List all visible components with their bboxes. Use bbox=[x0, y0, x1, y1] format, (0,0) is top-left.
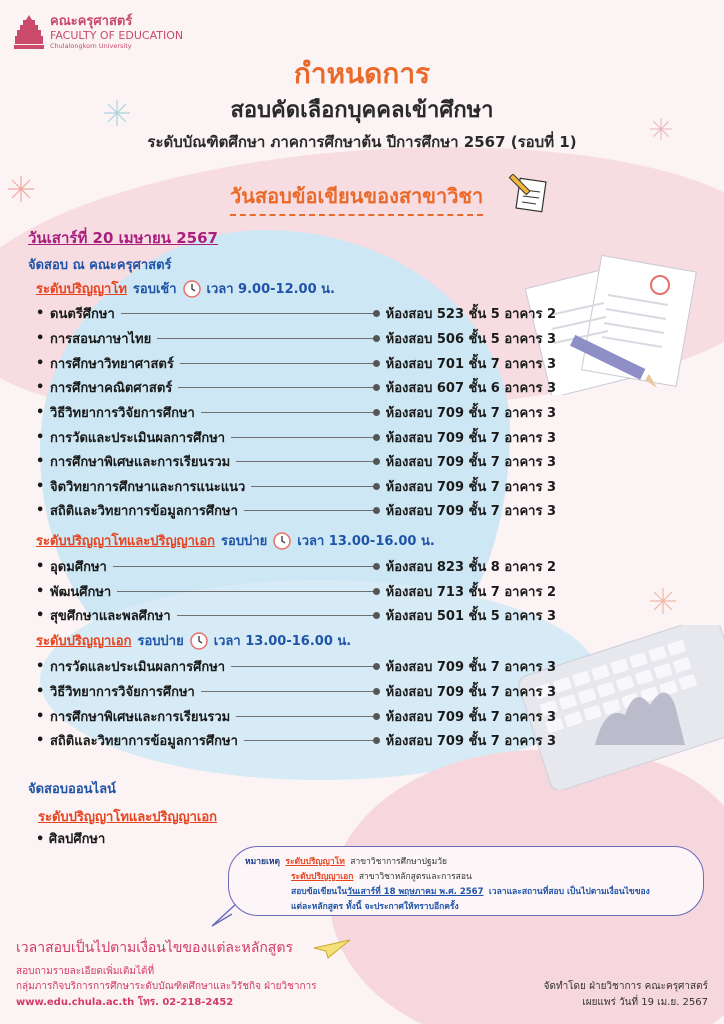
exam-room: ห้องสอบ 709 ชั้น 7 อาคาร 3 bbox=[385, 503, 556, 519]
sparkle-icon bbox=[8, 176, 34, 202]
bullet: • bbox=[36, 478, 45, 494]
subject-name: สถิติและวิทยาการข้อมูลการศึกษา bbox=[50, 733, 238, 749]
section-header-masters-morning bbox=[36, 278, 335, 299]
level-label: ระดับปริญญาโทและปริญญาเอก bbox=[36, 534, 216, 549]
logo-university-name: Chulalongkorn University bbox=[50, 42, 132, 50]
list-item bbox=[36, 352, 556, 374]
leader-line bbox=[121, 313, 378, 314]
level-label: ระดับปริญญาเอก bbox=[36, 634, 132, 649]
list-item bbox=[36, 401, 556, 423]
list-item bbox=[36, 655, 556, 677]
remark-line-4 bbox=[245, 900, 689, 915]
leader-line bbox=[231, 666, 378, 667]
leader-line bbox=[236, 716, 377, 717]
bullet: • bbox=[36, 330, 45, 346]
subject-name: จิตวิทยาการศึกษาและการแนะแนว bbox=[50, 479, 246, 495]
bullet: • bbox=[36, 429, 45, 445]
remark-text: แต่ละหลักสูตร ทั้งนี้ จะประกาศให้ทราบอีกครั้ง bbox=[291, 902, 459, 912]
bullet: • bbox=[36, 658, 45, 674]
subject-name: การสอนภาษาไทย bbox=[50, 331, 152, 347]
logo-english-name: FACULTY OF EDUCATION bbox=[50, 29, 184, 42]
slot-label: รอบเช้า bbox=[132, 282, 177, 297]
exam-room: ห้องสอบ 709 ชั้น 7 อาคาร 3 bbox=[385, 709, 556, 725]
bullet: • bbox=[36, 502, 45, 518]
exam-room: ห้องสอบ 709 ชั้น 7 อาคาร 3 bbox=[385, 454, 556, 470]
list-item bbox=[36, 729, 556, 751]
remark-line-2 bbox=[245, 870, 689, 885]
online-exam-heading: จัดสอบออนไลน์ bbox=[28, 782, 116, 797]
online-level-label: ระดับปริญญาโทและปริญญาเอก bbox=[38, 810, 218, 825]
remark-label: หมายเหตุ bbox=[245, 857, 280, 867]
bullet: • bbox=[36, 558, 45, 574]
exam-date: วันเสาร์ที่ 20 เมษายน 2567 bbox=[28, 229, 218, 247]
footer-contact-website: www.edu.chula.ac.th โทร. 02-218-2452 bbox=[16, 997, 234, 1008]
exam-room: ห้องสอบ 713 ชั้น 7 อาคาร 2 bbox=[385, 584, 556, 600]
time-label: เวลา 13.00-16.00 น. bbox=[213, 634, 352, 649]
list-item bbox=[36, 705, 556, 727]
time-label: เวลา 9.00-12.00 น. bbox=[206, 282, 335, 297]
leader-line bbox=[180, 363, 378, 364]
exam-room: ห้องสอบ 709 ชั้น 7 อาคาร 3 bbox=[385, 479, 556, 495]
remark-level: ระดับปริญญาโท bbox=[285, 857, 345, 867]
exam-room: ห้องสอบ 709 ชั้น 7 อาคาร 3 bbox=[385, 405, 556, 421]
subject-name: สถิติและวิทยาการข้อมูลการศึกษา bbox=[50, 503, 238, 519]
subject-name: การศึกษาพิเศษและการเรียนรวม bbox=[50, 454, 231, 470]
subject-name: การวัดและประเมินผลการศึกษา bbox=[50, 430, 226, 446]
leader-line bbox=[178, 387, 377, 388]
list-item bbox=[36, 450, 556, 472]
sparkle-icon bbox=[650, 588, 676, 614]
list-item bbox=[36, 327, 556, 349]
list-item bbox=[36, 302, 556, 324]
subject-name: ดนตรีศึกษา bbox=[50, 306, 115, 322]
bullet: • bbox=[36, 453, 45, 469]
clock-icon bbox=[273, 532, 291, 550]
clock-icon bbox=[190, 632, 208, 650]
leader-line bbox=[231, 437, 378, 438]
slot-label: รอบบ่าย bbox=[137, 634, 184, 649]
remark-date: วันเสาร์ที่ 18 พฤษภาคม พ.ศ. 2567 bbox=[347, 887, 484, 897]
subject-name: การศึกษาวิทยาศาสตร์ bbox=[50, 356, 174, 372]
online-subject-name: ศิลปศึกษา bbox=[48, 832, 106, 847]
bullet: • bbox=[36, 583, 45, 599]
exam-room: ห้องสอบ 701 ชั้น 7 อาคาร 3 bbox=[385, 356, 556, 372]
section-subtitle: วันสอบข้อเขียนของสาขาวิชา bbox=[230, 180, 483, 216]
page-title: กำหนดการ bbox=[293, 57, 431, 90]
bullet: • bbox=[36, 404, 45, 420]
paper-plane-icon bbox=[312, 938, 352, 960]
logo-thai-name: คณะครุศาสตร์ bbox=[50, 14, 133, 29]
faculty-logo-icon bbox=[14, 14, 44, 50]
exam-room: ห้องสอบ 709 ชั้น 7 อาคาร 3 bbox=[385, 684, 556, 700]
slot-label: รอบบ่าย bbox=[221, 534, 268, 549]
bullet: • bbox=[36, 305, 45, 321]
faculty-logo bbox=[50, 14, 183, 51]
exam-room: ห้องสอบ 506 ชั้น 5 อาคาร 3 bbox=[385, 331, 556, 347]
footer-publish-date: เผยแพร่ วันที่ 19 เม.ย. 2567 bbox=[582, 997, 708, 1008]
leader-line bbox=[113, 566, 378, 567]
subject-name: การศึกษาคณิตศาสตร์ bbox=[50, 380, 173, 396]
remark-level: ระดับปริญญาเอก bbox=[291, 872, 354, 882]
list-item bbox=[36, 499, 556, 521]
remark-program: สาขาวิชาการศึกษาปฐมวัย bbox=[350, 857, 447, 867]
footer-contact-line2: กลุ่มภารกิจบริการการศึกษาระดับบัณฑิตศึกษาและวิรัชกิจ ฝ่ายวิชาการ bbox=[16, 981, 317, 992]
clock-icon bbox=[183, 280, 201, 298]
pencil-illustration bbox=[565, 330, 660, 390]
footer-condition-note: เวลาสอบเป็นไปตามเงื่อนไขของแต่ละหลักสูตร bbox=[16, 940, 293, 956]
subject-name: พัฒนศึกษา bbox=[50, 584, 112, 600]
leader-line bbox=[244, 510, 378, 511]
exam-room: ห้องสอบ 709 ชั้น 7 อาคาร 3 bbox=[385, 733, 556, 749]
level-label: ระดับปริญญาโท bbox=[36, 282, 127, 297]
exam-room: ห้องสอบ 709 ชั้น 7 อาคาร 3 bbox=[385, 659, 556, 675]
footer-publisher: จัดทำโดย ฝ่ายวิชาการ คณะครุศาสตร์ bbox=[543, 981, 708, 992]
list-item bbox=[36, 555, 556, 577]
remark-line-1 bbox=[245, 855, 689, 870]
footer-contact-line1: สอบถามรายละเอียดเพิ่มเติมได้ที่ bbox=[16, 966, 155, 977]
bullet: • bbox=[36, 708, 45, 724]
subject-name: การศึกษาพิเศษและการเรียนรวม bbox=[50, 709, 231, 725]
leader-line bbox=[251, 486, 377, 487]
exam-room: ห้องสอบ 501 ชั้น 5 อาคาร 3 bbox=[385, 608, 556, 624]
bullet: • bbox=[36, 683, 45, 699]
exam-room: ห้องสอบ 607 ชั้น 6 อาคาร 3 bbox=[385, 380, 556, 396]
page-title-line3: ระดับบัณฑิตศึกษา ภาคการศึกษาต้น ปีการศึกษา 2567 (รอบที่ 1) bbox=[147, 133, 577, 151]
leader-line bbox=[117, 591, 377, 592]
leader-line bbox=[236, 461, 377, 462]
leader-line bbox=[177, 615, 378, 616]
subject-name: การวัดและประเมินผลการศึกษา bbox=[50, 659, 226, 675]
list-item bbox=[36, 376, 556, 398]
note-pencil-icon bbox=[506, 174, 550, 214]
bullet: • bbox=[36, 607, 45, 623]
bullet: • bbox=[36, 732, 45, 748]
exam-room: ห้องสอบ 523 ชั้น 5 อาคาร 2 bbox=[385, 306, 556, 322]
exam-room: ห้องสอบ 823 ชั้น 8 อาคาร 2 bbox=[385, 559, 556, 575]
leader-line bbox=[201, 691, 378, 692]
leader-line bbox=[201, 412, 378, 413]
exam-venue: จัดสอบ ณ คณะครุศาสตร์ bbox=[28, 258, 172, 273]
section-header-doctoral-afternoon bbox=[36, 630, 351, 651]
page-title-line2: สอบคัดเลือกบุคคลเข้าศึกษา bbox=[230, 98, 494, 123]
subject-name: อุดมศึกษา bbox=[50, 559, 107, 575]
bullet: • bbox=[36, 355, 45, 371]
remark-program: สาขาวิชาหลักสูตรและการสอน bbox=[358, 872, 472, 882]
remark-box bbox=[228, 846, 704, 916]
time-label: เวลา 13.00-16.00 น. bbox=[297, 534, 435, 549]
remark-text: สอบข้อเขียนใน bbox=[291, 887, 348, 897]
subject-name: วิธีวิทยาการวิจัยการศึกษา bbox=[50, 684, 195, 700]
remark-text: เวลาและสถานที่สอบ เป็นไปตามเงื่อนไขของ bbox=[488, 887, 650, 897]
list-item bbox=[36, 475, 556, 497]
list-item bbox=[36, 426, 556, 448]
leader-line bbox=[157, 338, 377, 339]
remark-line-3 bbox=[245, 885, 689, 900]
list-item bbox=[36, 604, 556, 626]
section-header-masters-doctoral-afternoon bbox=[36, 530, 435, 551]
bullet: • bbox=[36, 379, 45, 395]
exam-room: ห้องสอบ 709 ชั้น 7 อาคาร 3 bbox=[385, 430, 556, 446]
list-item bbox=[36, 580, 556, 602]
leader-line bbox=[244, 740, 378, 741]
subject-name: สุขศึกษาและพลศึกษา bbox=[50, 608, 171, 624]
subject-name: วิธีวิทยาการวิจัยการศึกษา bbox=[50, 405, 195, 421]
list-item bbox=[36, 680, 556, 702]
online-subject: • ศิลปศึกษา bbox=[36, 832, 106, 847]
